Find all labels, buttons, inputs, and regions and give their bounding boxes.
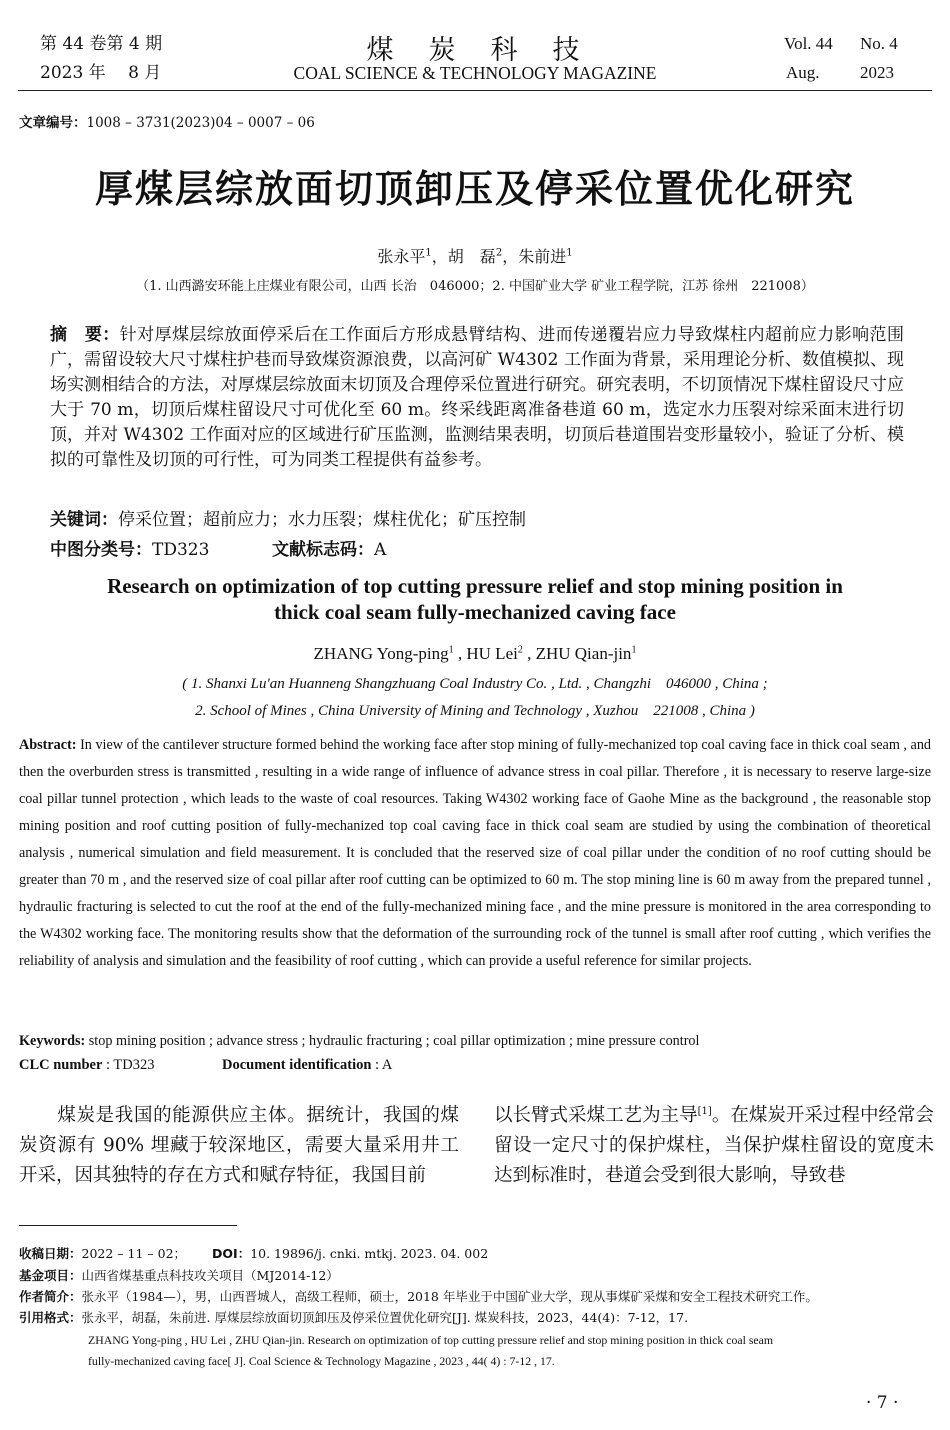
clc-cn-label: 中图分类号：: [50, 540, 152, 560]
affiliation-en-2: 2. School of Mines , China University of Mining and Technology , Xuzhou 221008 , China ): [195, 703, 755, 719]
title-en-line2: thick coal seam fully-mechanized caving face: [274, 600, 676, 624]
author-name: 胡 磊: [447, 247, 496, 266]
body-right-text-cont: 。在煤炭开采过程中经常会留设一定尺寸的保护煤柱，当保护煤柱留设的宽度未达到标准时，巷道会受到很大影响，导致巷: [494, 1105, 934, 1186]
body-right-text: 以长臂式采煤工艺为主导: [494, 1105, 698, 1126]
doc-id-cn-value: A: [374, 540, 387, 560]
keywords-cn-label: 关键词：: [50, 510, 118, 530]
clc-cn: [50, 535, 209, 560]
header-rule: [18, 90, 932, 91]
footnote-cite: [19, 1308, 934, 1328]
abstract-cn-text: 针对厚煤层综放面停采后在工作面后方形成悬臂结构、进而传递覆岩应力导致煤柱内超前应力影响范围广，需留设较大尺寸煤柱护巷而导致煤资源浪费，以高河矿 W4302 工作面为背景，采用理论分析、数值模拟、现场实测相结合的方法，对厚煤层综放面末切顶及合理停采位置进行研究。研究表明，不切顶情况下煤柱留设尺寸应大于 70 m，切顶后煤柱留设尺寸可优化至 60 m。终采线距离准备巷道 60 m，选定水力压裂对综采面末进行切顶，并对 W4302 工作面对应的区域进行矿压监测，监测结果表明，切顶后巷道围岩变形量较小，验证了分析、模拟的可靠性及切顶的可行性，可为同类工程提供有益参考。: [50, 325, 904, 470]
article-number-value: 1008 – 3731(2023)04 – 0007 – 06: [86, 115, 315, 131]
doi-value: 10. 19896/j. cnki. mtkj. 2023. 04. 002: [250, 1246, 489, 1261]
clc-en-label: CLC number: [19, 1057, 103, 1073]
author-bio-label: 作者简介：: [19, 1289, 82, 1304]
month-en: Aug.: [786, 63, 820, 82]
author-affiliation: 2: [517, 644, 523, 656]
author-affiliation: 1: [448, 644, 454, 656]
author-name-en: HU Lei: [466, 644, 518, 663]
citation-ref: [1]: [697, 1105, 712, 1117]
article-number: [19, 111, 315, 131]
page-number: · 7 ·: [866, 1393, 899, 1413]
keywords-en-label: Keywords: [19, 1033, 81, 1049]
footnote-rule: [19, 1225, 237, 1226]
received-label: 收稿日期：: [19, 1246, 82, 1261]
author-bio: 张永平（1984—），男，山西晋城人，高级工程师，硕士，2018 年毕业于中国矿业大学，现从事煤矿采煤和安全工程技术研究工作。: [81, 1289, 818, 1304]
volume-en: Vol. 44: [784, 34, 833, 53]
doi-label: DOI：: [212, 1246, 251, 1261]
affiliation-en-1: ( 1. Shanxi Lu′an Huanneng Shangzhuang Coal Industry Co. , Ltd. , Changzhi 046000 , China ;: [182, 676, 768, 692]
title-en: [0, 573, 950, 625]
affiliation-cn: （1. 山西潞安环能上庄煤业有限公司，山西 长治 046000；2. 中国矿业大学 矿业工程学院，江苏 徐州 221008）: [136, 279, 814, 294]
doc-id-en-label: Document identification: [222, 1057, 372, 1073]
number-en: No. 4: [860, 34, 898, 53]
clc-en-value: TD323: [113, 1057, 155, 1073]
footnote-received: [19, 1244, 934, 1264]
abstract-en-text: In view of the cantilever structure formed behind the working face after stop mining of fully-mechanized top coal caving face in thick coal seam , and then the overburden stress is transmitted , resulting in a wide range of influence of advance stress in coal pillar. Therefore , it is necessary to reserve large-size coal pillar tunnel protection , which leads to the waste of coal resources. Taking W4302 working face of Gaohe Mine as the background , the reasonable stop mining position and roof cutting position of fully-mechanized top coal caving face in thick coal seam are studied by using the combination of theoretical analysis , numerical simulation and field measurement. It is concluded that the reserved size of coal pillar under the condition of no roof cutting should be greater than 70 m , and the reserved size of coal pillar after roof cutting can be optimized to 60 m. The stop mining line is 60 m away from the prepared tunnel , hydraulic fracturing is selected to cut the roof at the end of the fully-mechanized mining face , and the mine pressure is monitored in the area corresponding to the W4302 working face. The monitoring results show that the deformation of the surrounding rock of the tunnel is small after roof cutting , which verifies the reliability of analysis and simulation and the feasibility of roof cutting , which can provide a useful reference for similar projects.: [19, 737, 932, 969]
clc-cn-value: TD323: [152, 540, 210, 560]
author-name: 张永平: [377, 247, 426, 266]
year-en: 2023: [860, 63, 894, 82]
author-affiliation: 1: [631, 644, 637, 656]
cite-en-line2: fully-mechanized caving face[ J]. Coal Science & Technology Magazine , 2023 , 44( 4) : 7-12 , 17.: [88, 1354, 555, 1368]
author-name-en: ZHU Qian-jin: [535, 644, 632, 663]
abstract-en: Abstract: In view of the cantilever structure formed behind the working face after stop mining of fully-mechanized top coal caving face in thick coal seam , and then the overburden stress is transmitted , resulting in a wide range of influence of advance stress in coal pillar. Therefore , it is necessary to reserve large-size coal pillar tunnel protection , which leads to the waste of coal resources. Taking W4302 working face of Gaohe Mine as the background , the reasonable stop mining position and roof cutting position of fully-mechanized top coal caving face in thick coal seam are studied by using the combination of theoretical analysis , numerical simulation and field measurement. It is concluded that the reserved size of coal pillar under the condition of no roof cutting should be greater than 70 m , and the reserved size of coal pillar after roof cutting can be optimized to 60 m. The stop mining line is 60 m away from the prepared tunnel , hydraulic fracturing is selected to cut the roof at the end of the fully-mechanized mining face , and the mine pressure is monitored in the area corresponding to the W4302 working face. The monitoring results show that the deformation of the surrounding rock of the tunnel is small after roof cutting , which verifies the reliability of analysis and simulation and the feasibility of roof cutting , which can provide a useful reference for similar projects.: [19, 737, 932, 969]
author-affiliation: 1: [566, 247, 573, 259]
cite-label: 引用格式：: [19, 1310, 82, 1325]
footnote-fund: [19, 1266, 934, 1286]
abstract-cn-label: 摘 要：: [50, 325, 120, 345]
body-column-right: [494, 1101, 934, 1191]
page-title: 厚煤层综放面切顶卸压及停采位置优化研究: [94, 167, 855, 211]
doc-id-en: Document identification : A: [222, 1057, 393, 1073]
volume-issue: 第 44 卷第 4 期: [40, 34, 163, 54]
keywords-en: Keywords: stop mining position ; advance stress ; hydraulic fracturing ; coal pillar optimization ; mine pressure control: [19, 1033, 700, 1049]
fund-value: 山西省煤基重点科技攻关项目（MJ2014-12）: [81, 1268, 339, 1283]
journal-name-en: COAL SCIENCE & TECHNOLOGY MAGAZINE: [293, 63, 657, 83]
abstract-cn: [50, 323, 904, 473]
keywords-cn-text: 停采位置；超前应力；水力压裂；煤柱优化；矿压控制: [118, 510, 526, 530]
authors-cn: 张永平$^1$，胡 磊$^2$，朱前进$^1$: [377, 247, 573, 266]
body-column-left: 煤炭是我国的能源供应主体。据统计，我国的煤炭资源有 90% 埋藏于较深地区，需要大量采用井工开采，因其独特的存在方式和赋存特征，我国目前: [19, 1105, 459, 1186]
cite-en-line1: ZHANG Yong-ping , HU Lei , ZHU Qian-jin. Research on optimization of top cutting pressure relief and stop mining position in thick coal seam: [88, 1333, 774, 1347]
title-en-line1: Research on optimization of top cutting pressure relief and stop mining position in: [107, 574, 843, 598]
author-name: 朱前进: [518, 247, 567, 266]
issue-date: 2023 年 8 月: [40, 63, 162, 83]
keywords-cn: [50, 505, 526, 530]
journal-name-cn: 煤 炭 科 技: [366, 35, 584, 66]
fund-label: 基金项目：: [19, 1268, 82, 1283]
author-affiliation: 2: [495, 247, 503, 259]
clc-en: CLC number : TD323: [19, 1057, 155, 1073]
article-number-label: 文章编号：: [19, 115, 87, 131]
author-affiliation: 1: [425, 247, 432, 259]
received-date: 2022 – 11 – 02；: [81, 1246, 187, 1261]
doc-id-en-value: A: [381, 1057, 393, 1073]
authors-en: ZHANG Yong-ping$^1$ , HU Lei$^2$ , ZHU Qian-jin$^1$: [313, 644, 637, 663]
cite-cn: 张永平，胡磊，朱前进. 厚煤层综放面切顶卸压及停采位置优化研究[J]. 煤炭科技，2023，44(4)：7-12，17.: [81, 1310, 689, 1325]
abstract-en-label: Abstract: [19, 737, 72, 753]
keywords-en-text: stop mining position ; advance stress ; hydraulic fracturing ; coal pillar optimization ; mine pressure control: [88, 1033, 700, 1049]
footnote-author: [19, 1287, 934, 1307]
doc-id-cn-label: 文献标志码：: [272, 540, 374, 560]
doc-id-cn: [272, 535, 386, 560]
author-name-en: ZHANG Yong-ping: [313, 644, 449, 663]
